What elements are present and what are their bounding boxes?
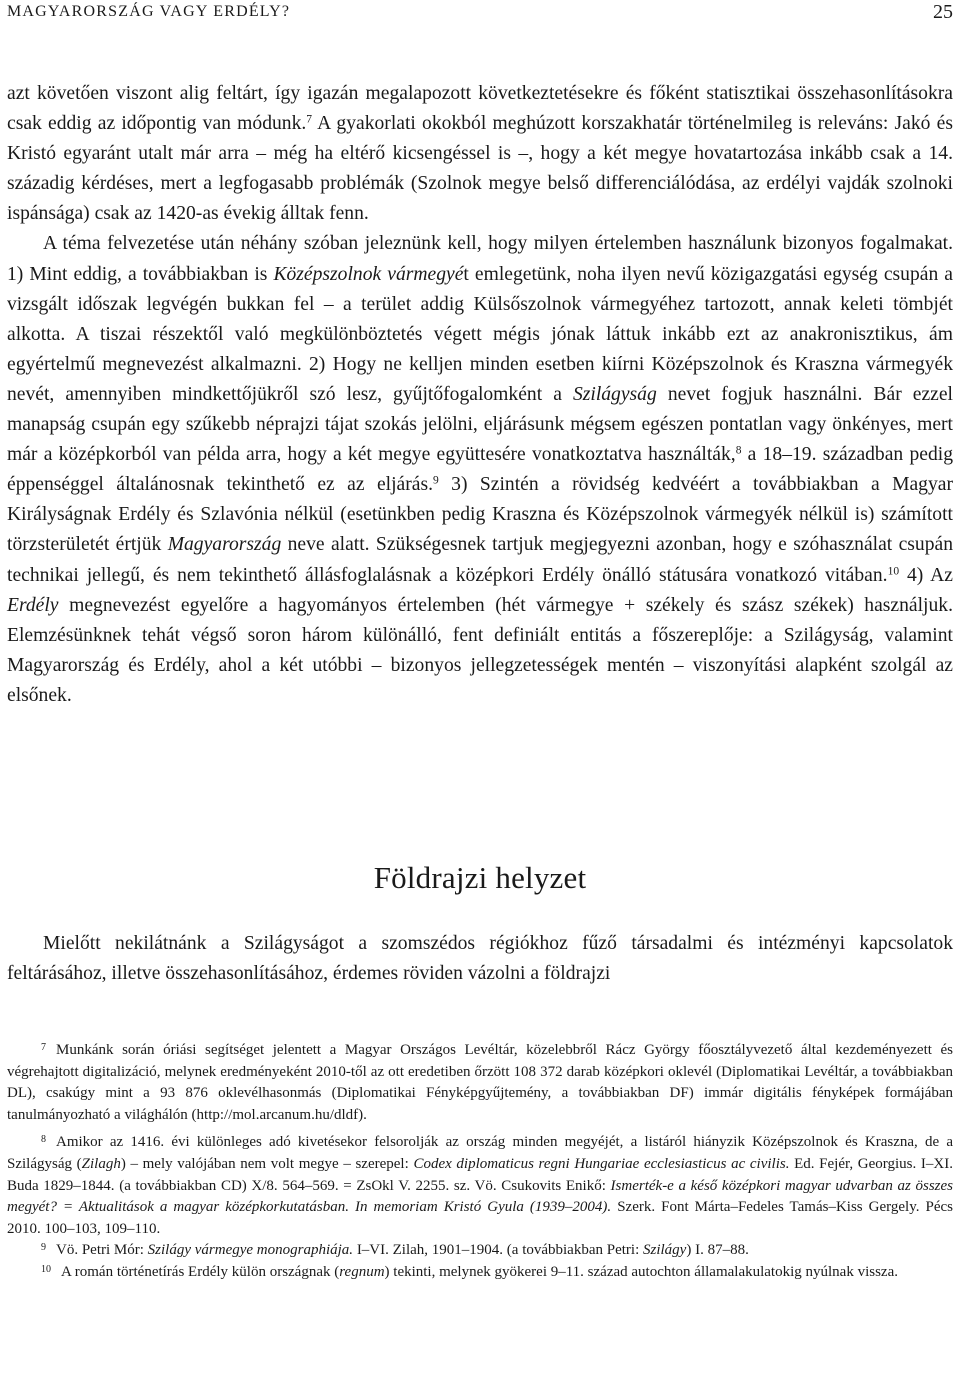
running-header: [7, 3, 953, 25]
footnote-7: $^7$ Munkánk során óriási segítséget jelentett a Magyar Országos Levéltár, közelebbről Rácz György főosztályvezető által kezdeményezett és végrehajtott digitalizáció, melynek eredményeként 2010-től az ott eredetiben őrzött 108 372 darab középkori oklevél (Diplomatikai Levéltár, a továbbiakban DL), csakúgy mint a 93 876 oklevélhasonmás (Diplomatikai Fényképgyűjtemény, a továbbiakban DF) immár digitális fényképek formájában tanulmányozható a világhálón (http://mol.arcanum.hu/dldf).: [7, 1042, 953, 1123]
paragraph-2: A téma felvezetése után néhány szóban jeleznünk kell, hogy milyen értelemben használunk bizonyos fogalmakat. 1) Mint eddig, a továbbiakban is Középszolnok vármegyét emlegetünk, noha ilyen nevű közigazgatási egység csupán a vizsgált időszak legvégén bukkan fel – a terület addig Külsőszolnok vármegyéhez tartozott, annak keleti tömbjét alkotta. A tiszai részektől való megkülönböztetés végett mégis jónak láttuk inkább ezt az anakronisztikus, ám egyértelmű megnevezést alkalmazni. 2) Hogy ne kelljen minden esetben kiírni Középszolnok és Kraszna vármegyék nevét, amennyiben mindkettőjükről szó lesz, gyűjtőfogalomként a Szilágyság nevet fogjuk használni. Bár ezzel manapság csupán egy szűkebb néprajzi tájat szokás jelölni, eljárásunk mégsem egészen pontatlan vagy önkényes, mert már a középkorból van példa arra, hogy a két megye együttesére vonatkoztatva használták,$^8$ a 18–19. században pedig éppenséggel általánosnak tekinthető ez az eljárás.$^9$ 3) Szintén a rövidség kedvéért a továbbiakban a Magyar Királyságnak Erdély és Szlavónia nélkül (esetünkben pedig Kraszna és Középszolnok vármegyék nélkül is) számított törzsterületét értjük Magyarország neve alatt. Szükségesnek tartjuk megjegyezni azonban, hogy e szóhasználat csupán technikai jellegű, és nem tekinthető állásfoglalásnak a középkori Erdély önálló státusára vonatkozó vitában.$^{10}$ 4) Az Erdély megnevezést egyelőre a hagyományos értelemben (hét vármegye + székely és szász székek) használjuk. Elemzésünknek tehát végső soron három különálló, fent definiált entitás a főszereplője: a Szilágyság, valamint Magyarország és Erdély, ahol a két utóbbi – bizonyos jellegzetességek mentén – viszonyítási alapként szolgál az elsőnek.: [7, 233, 954, 706]
footnote-number-7: 7: [41, 1042, 46, 1053]
section-heading: Földrajzi helyzet: [373, 860, 587, 895]
body-text: [7, 79, 953, 711]
footnote-8: $^8$ Amikor az 1416. évi különleges adó kivetésekor felsorolják az ország minden megyéjét, a listáról hiányzik Középszolnok és Kraszna, de a Szilágyság (Zilagh) – mely valójában nem volt megye – szerepel: Codex diplomaticus regni Hungariae ecclesiasticus ac civilis. Ed. Fejér, Georgius. I–XI. Buda 1829–1844. (a továbbiakban CD) X/8. 564–569. = ZsOkl V. 2255. sz. Vö. Csukovits Enikő: Ismerték-e a késő középkori magyar udvarban az összes megyét? = Aktualitások a magyar középkorkutatásban. In memoriam Kristó Gyula (1939–2004). Szerk. Font Márta–Fedeles Tamás–Kiss Gergely. Pécs 2010. 100–103, 109–110.: [7, 1134, 954, 1237]
footnote-ref-7[interactable]: 7: [306, 113, 313, 126]
footnote-ref-9[interactable]: 9: [432, 474, 439, 487]
paragraph-1: azt követően viszont alig feltárt, így igazán megalapozott következtetésekre és főként statisztikai összehasonlításokra csak eddig az időpontig van módunk.$^7$ A gyakorlati okokból meghúzott korszakhatár történelmileg is releváns: Jakó és Kristó egyaránt utalt már arra – még ha eltérő kicsengéssel is –, hogy a két megye hovatartozása inkább csak a 14. századig kérdéses, mert a legfogasabb problémák (Szolnok megye belső differenciálódása, az erdélyi vajdák szolnoki ispánsága) csak az 1420-as évekig álltak fenn.: [7, 83, 953, 225]
footnote-10: $^{10}$ A román történetírás Erdély külön országnak (regnum) tekinti, melynek gyökerei 9–11. század autochton államalakulatokig nyúlnak vissza.: [41, 1263, 898, 1280]
footnote-number-10: 10: [41, 1263, 51, 1275]
footnote-number-9: 9: [41, 1242, 46, 1254]
section-paragraph: Mielőtt nekilátnánk a Szilágyságot a szomszédos régiókhoz fűző társadalmi és intézményi kapcsolatok feltárásához, illetve összehasonlításához, érdemes röviden vázolni a földrajzi: [7, 933, 953, 985]
footnote-number-8: 8: [41, 1134, 46, 1146]
footnotes: [7, 1040, 953, 1284]
running-title: MAGYARORSZÁG VAGY ERDÉLY?: [7, 3, 291, 20]
footnote-ref-10[interactable]: 10: [887, 565, 900, 578]
footnote-9: $^9$ Vö. Petri Mór: Szilágy vármegye monographiája. I–VI. Zilah, 1901–1904. (a továbbiakban Petri: Szilágy) I. 87–88.: [41, 1242, 749, 1259]
page-number: 25: [933, 1, 953, 23]
footnote-ref-8[interactable]: 8: [735, 444, 742, 457]
